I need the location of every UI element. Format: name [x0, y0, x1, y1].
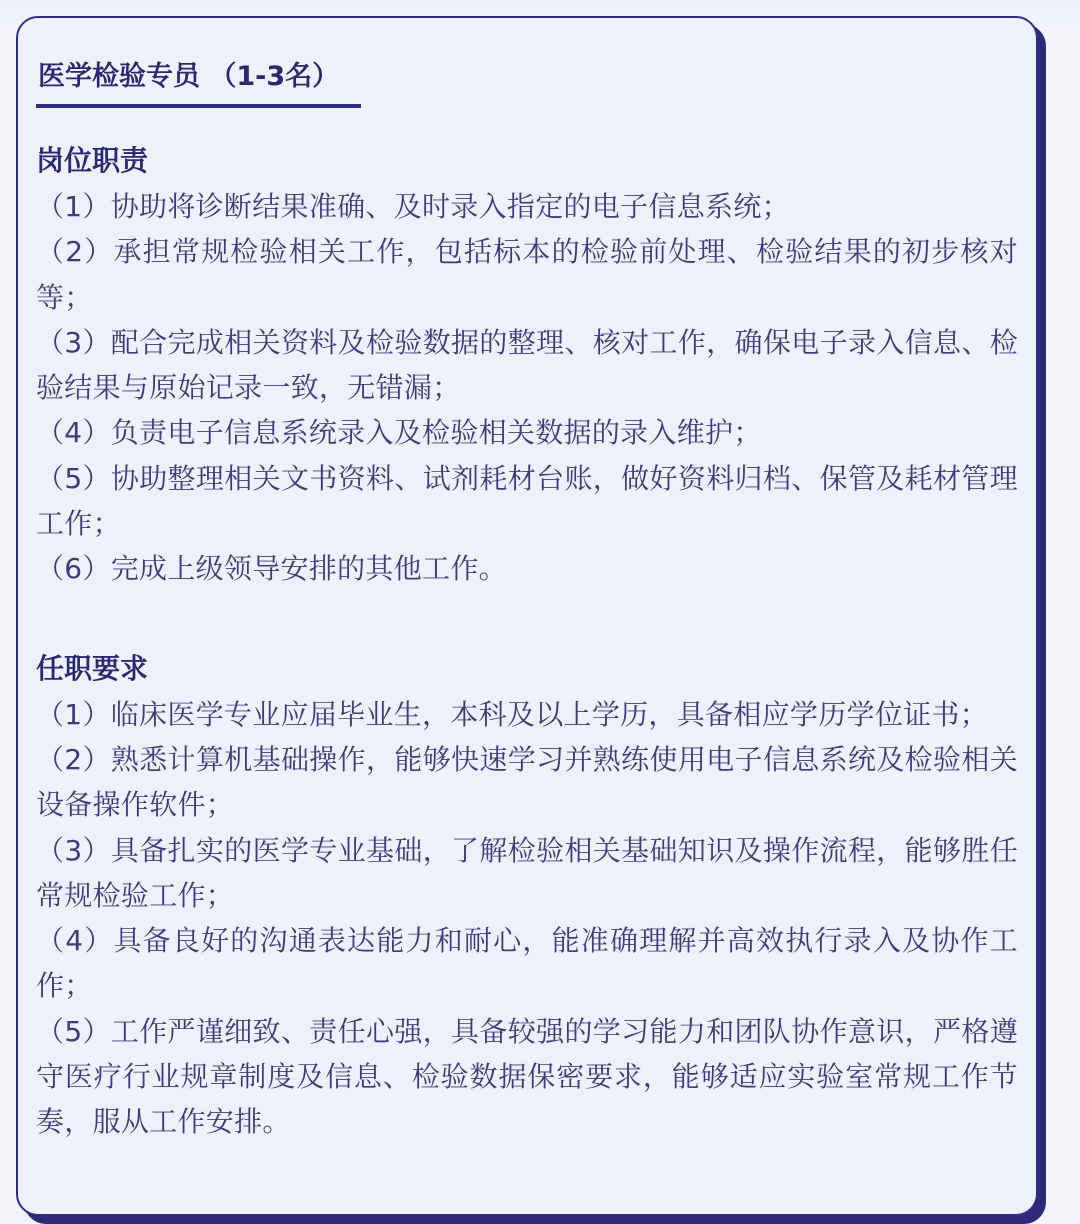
requirement-item: （3）具备扎实的医学专业基础，了解检验相关基础知识及操作流程，能够胜任常规检验工作； — [36, 833, 1018, 912]
duty-item: （5）协助整理相关文书资料、试剂耗材台账，做好资料归档、保管及耗材管理工作； — [36, 461, 1018, 541]
duties-section — [36, 138, 1018, 592]
requirement-item: （1）临床医学专业应届毕业生，本科及以上学历，具备相应学历学位证书； — [36, 697, 989, 731]
duty-item: （2）承担常规检验相关工作，包括标本的检验前处理、检验结果的初步核对等； — [36, 235, 1018, 314]
duty-item: （1）协助将诊断结果准确、及时录入指定的电子信息系统； — [36, 190, 790, 223]
requirement-item: （4）具备良好的沟通表达能力和耐心，能准确理解并高效执行录入及协作工作； — [36, 924, 1018, 1003]
job-card — [16, 16, 1038, 1216]
duty-item: （3）配合完成相关资料及检验数据的整理、核对工作，确保电子录入信息、检验结果与原始记录一致，无错漏； — [36, 325, 1018, 405]
duty-item: （4）负责电子信息系统录入及检验相关数据的录入维护； — [36, 416, 762, 450]
duties-heading: 岗位职责 — [36, 144, 149, 177]
requirements-section — [36, 646, 1018, 1145]
requirement-item: （5）工作严谨细致、责任心强，具备较强的学习能力和团队协作意识，严格遵守医疗行业规章制度及信息、检验数据保密要求，能够适应实验室常规工作节奏，服从工作安排。 — [36, 1014, 1018, 1139]
duty-item: （6）完成上级领导安排的其他工作。 — [36, 552, 507, 586]
requirements-heading: 任职要求 — [36, 651, 149, 685]
job-title: 医学检验专员 （1-3名） — [36, 60, 361, 108]
requirement-item: （2）熟悉计算机基础操作，能够快速学习并熟练使用电子信息系统及检验相关设备操作软件； — [36, 742, 1018, 822]
